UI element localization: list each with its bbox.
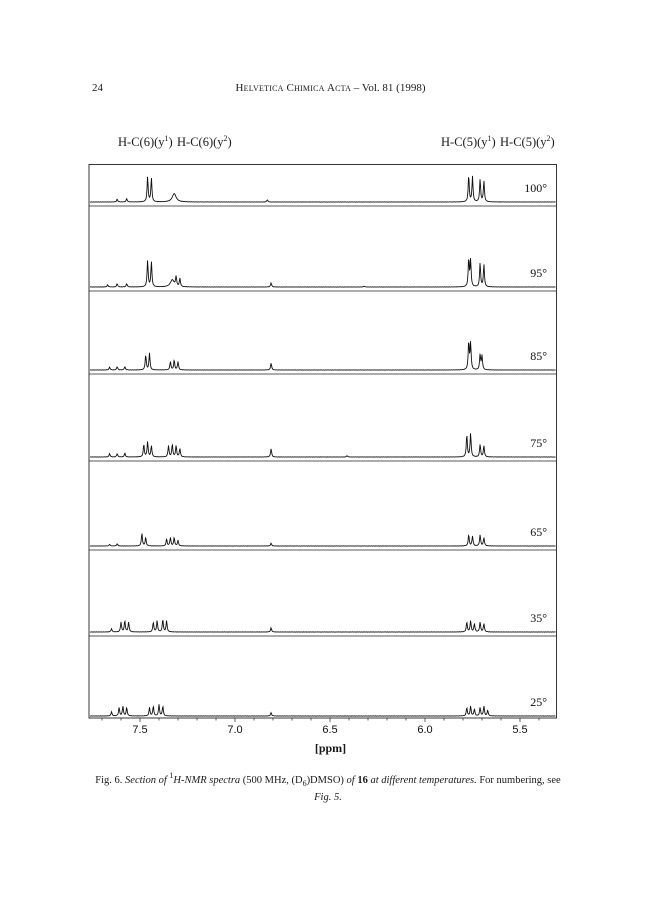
peak-label-h5-y2: $H-C(5)(y^2)$	[500, 134, 555, 149]
spectrum-trace	[90, 620, 556, 632]
temperature-label: 25°	[530, 695, 547, 709]
x-tick-label: 6.0	[417, 724, 433, 736]
journal-volume: – Vol. 81 (1998)	[351, 82, 426, 94]
spectrum-trace	[90, 176, 556, 202]
temperature-label: 35°	[530, 611, 547, 625]
peak-label-h5-y1: $H-C(5)(y^1)$	[441, 134, 496, 149]
peak-label-h6-y2: $H-C(6)(y^2)$	[177, 134, 232, 149]
journal-name: Helvetica Chimica Acta	[235, 82, 352, 94]
spectrum-trace	[90, 258, 556, 287]
temperature-label: 85°	[530, 349, 547, 363]
temperature-label: 75°	[530, 436, 547, 450]
figure-frame	[89, 165, 557, 719]
x-tick-label: 6.5	[322, 724, 338, 736]
spectrum-trace	[90, 341, 556, 370]
temperature-label: 100°	[524, 181, 547, 195]
temperature-label: 65°	[530, 525, 547, 539]
spectrum-trace	[90, 433, 556, 457]
x-tick-label: 7.0	[227, 724, 243, 736]
figure-caption: Fig. 6. Section of $^1$H-NMR spectra (500 MHz, $(D_6)DMSO$) of 16 at different temperatures. For numbering, see Fig. 5.	[95, 771, 561, 804]
spectrum-trace	[90, 704, 556, 716]
x-tick-label: 5.5	[512, 724, 528, 736]
peak-label-h6-y1: $H-C(6)(y^1)$	[118, 134, 173, 149]
temperature-label: 95°	[530, 266, 547, 280]
x-axis-unit: [ppm]	[314, 741, 347, 755]
spectrum-trace	[90, 534, 556, 547]
x-tick-label: 7.5	[132, 724, 148, 736]
page-number: 24	[92, 82, 103, 94]
